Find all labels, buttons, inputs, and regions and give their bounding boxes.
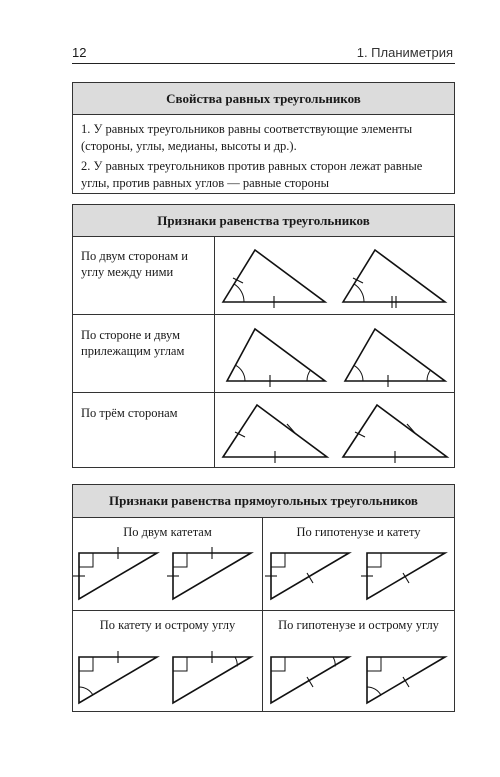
- criteria-label-asa: По стороне и двум прилежащим углам: [81, 328, 185, 358]
- right-label-hyp-leg: По гипотенузе и катету: [296, 525, 421, 539]
- triangles-sss-figure: [215, 393, 454, 468]
- triangle-asa-right: [345, 329, 445, 387]
- properties-box: [72, 82, 455, 194]
- right-label-leg-angle: По катету и острому углу: [99, 618, 236, 632]
- triangle-sas-right: [343, 250, 445, 308]
- property-item-2: 2. У равных треугольников против равных сторон лежат равные углы, против равных углов — равные стороны: [81, 159, 423, 190]
- property-item-1: 1. У равных треугольников равны соответствующие элементы (стороны, углы, медианы, высоты и др.).: [81, 122, 413, 153]
- right-label-hyp-angle: По гипотенузе и острому углу: [278, 618, 439, 632]
- triangle-asa-left: [227, 329, 325, 387]
- triangle-sss-left: [223, 405, 327, 463]
- right-triangle-legangle-left: [79, 651, 157, 703]
- criteria-row-asa: [73, 314, 454, 392]
- right-label-two-legs: По двум катетам: [123, 525, 212, 539]
- right-triangle-legs-right: [167, 547, 251, 599]
- right-criteria-title: Признаки равенства прямоугольных треугольников: [73, 485, 454, 518]
- criteria-row-sss: [73, 392, 454, 467]
- right-triangle-hypangle-left: [271, 657, 349, 703]
- right-triangle-hypleg-right: [361, 553, 445, 599]
- right-triangle-hypangle-right: [367, 657, 445, 703]
- right-cell-two-legs: [73, 517, 262, 610]
- criteria-label-sas: По двум сторонам и углу между ними: [81, 249, 188, 279]
- criteria-label-sss: По трём сторонам: [81, 406, 178, 420]
- properties-title: Свойства равных треугольников: [73, 83, 454, 115]
- chapter-title: 1. Планиметрия: [356, 45, 453, 60]
- triangle-sss-right: [343, 405, 447, 463]
- right-hyp-leg-figure: [263, 547, 454, 607]
- page-header: [72, 44, 455, 64]
- right-cell-hyp-angle: [263, 610, 454, 711]
- right-triangle-legangle-right: [173, 651, 251, 703]
- right-criteria-box: [72, 484, 455, 712]
- page-number: 12: [72, 45, 87, 60]
- right-cell-leg-angle: [73, 610, 262, 711]
- right-two-legs-figure: [73, 547, 262, 607]
- right-triangle-legs-left: [73, 547, 157, 599]
- triangles-asa-figure: [215, 315, 454, 393]
- criteria-row-sas: [73, 236, 454, 314]
- triangle-sas-left: [223, 250, 325, 308]
- criteria-box: [72, 204, 455, 468]
- right-leg-angle-figure: [73, 651, 262, 711]
- right-hyp-angle-figure: [263, 651, 454, 711]
- criteria-title: Признаки равенства треугольников: [73, 205, 454, 237]
- right-triangle-hypleg-left: [265, 553, 349, 599]
- triangles-sas-figure: [215, 236, 454, 314]
- right-cell-hyp-leg: [263, 517, 454, 610]
